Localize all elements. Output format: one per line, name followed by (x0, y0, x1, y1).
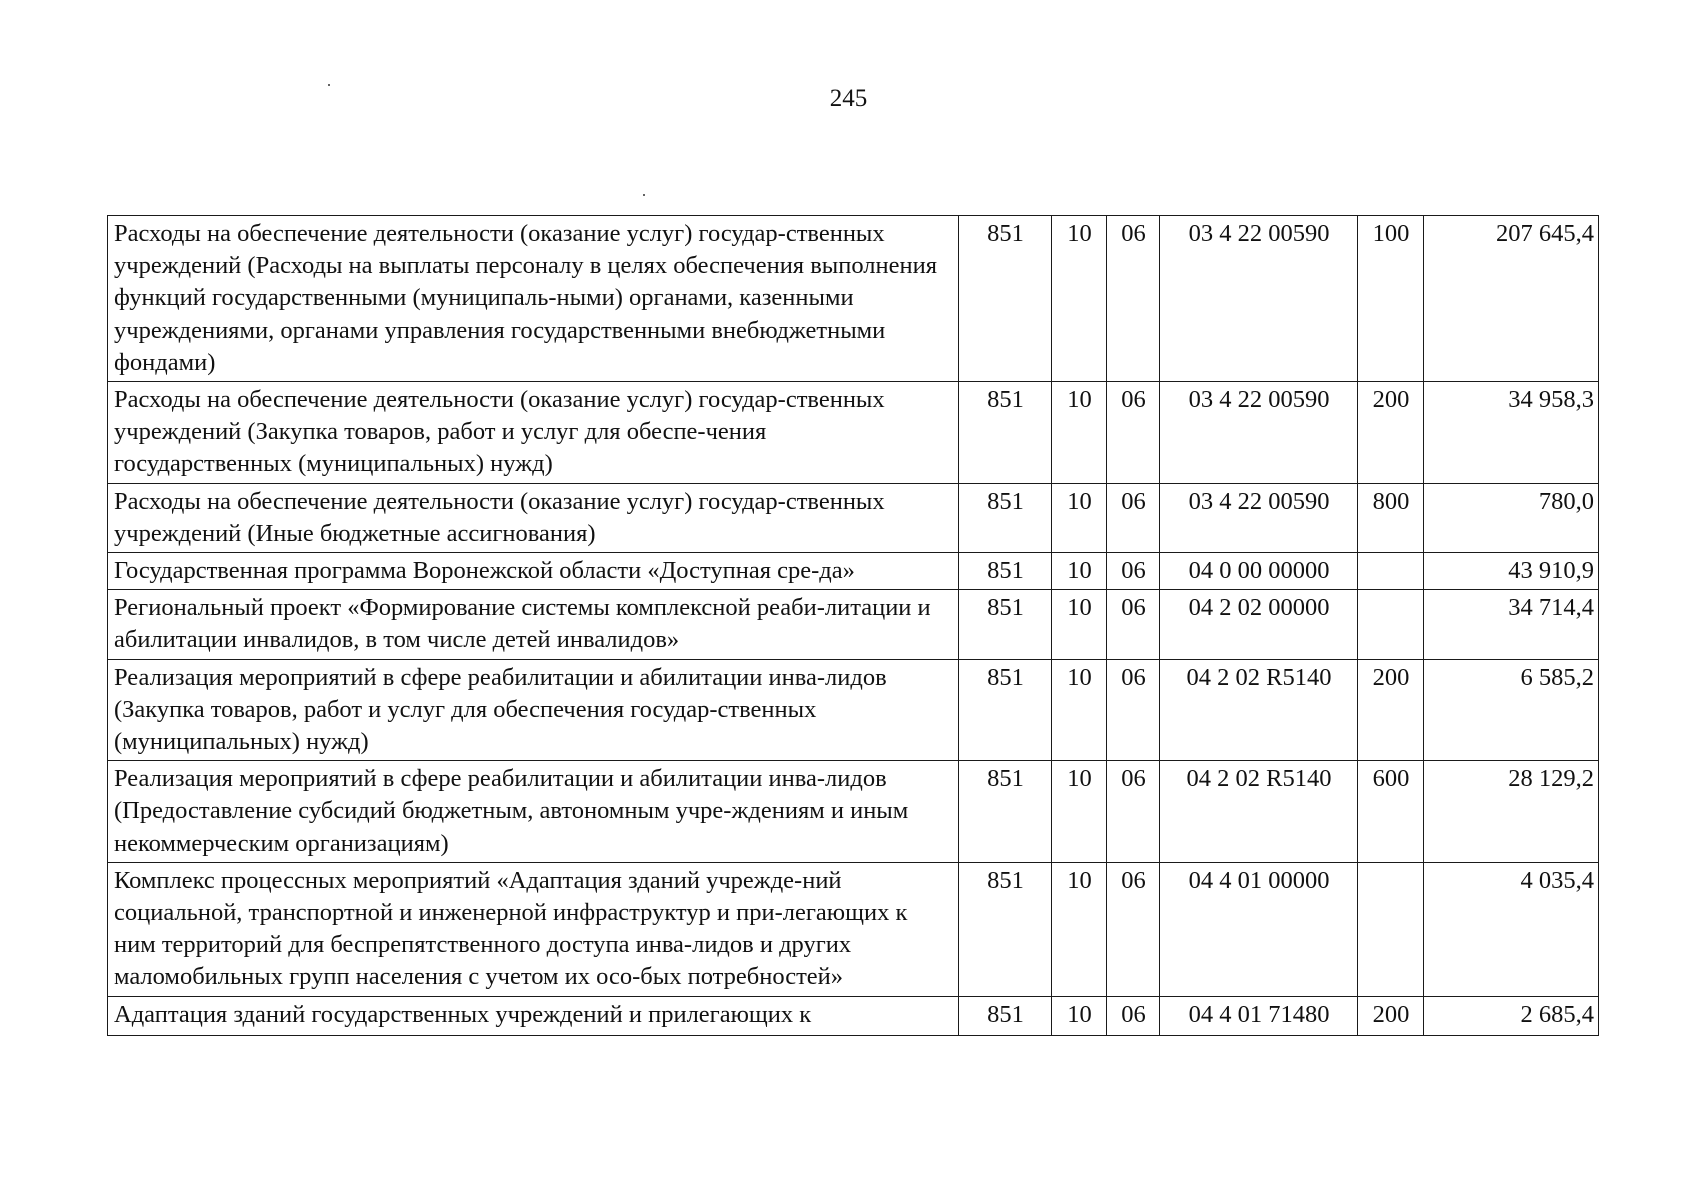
target-article-cell: 04 4 01 71480 (1160, 996, 1358, 1035)
row-name-cell: Комплекс процессных мероприятий «Адаптация зданий учрежде-ний социальной, транспортной и инженерной инфраструктур и при-легающих к ним территорий для беспрепятственного доступа инва-лидов и других маломобильных групп населения с учетом их осо-бых потребностей» (108, 862, 959, 996)
expense-type-cell (1358, 590, 1424, 659)
row-name-cell: Расходы на обеспечение деятельности (оказание услуг) государ-ственных учреждений (Закупка товаров, работ и услуг для обеспе-чения государственных (муниципальных) нужд) (108, 382, 959, 484)
ved-code-cell: 851 (959, 216, 1052, 382)
ved-code-cell: 851 (959, 382, 1052, 484)
row-name-cell: Расходы на обеспечение деятельности (оказание услуг) государ-ственных учреждений (Расходы на выплаты персоналу в целях обеспечения выполнения функций государственными (муниципаль-ными) органами, казенными учреждениями, органами управления государственными внебюджетными фондами) (108, 216, 959, 382)
ved-code-cell: 851 (959, 553, 1052, 590)
amount-cell: 43 910,9 (1424, 553, 1599, 590)
section-code-cell: 10 (1052, 761, 1107, 863)
subsection-code-cell: 06 (1107, 996, 1160, 1035)
ved-code-cell: 851 (959, 483, 1052, 552)
section-code-cell: 10 (1052, 996, 1107, 1035)
subsection-code-cell: 06 (1107, 216, 1160, 382)
amount-cell: 4 035,4 (1424, 862, 1599, 996)
table-row (108, 216, 1599, 382)
section-code-cell: 10 (1052, 862, 1107, 996)
table-row (108, 553, 1599, 590)
table-row (108, 761, 1599, 863)
table-row (108, 483, 1599, 552)
subsection-code-cell: 06 (1107, 382, 1160, 484)
table-row (108, 996, 1599, 1035)
table-row (108, 659, 1599, 761)
expense-type-cell: 200 (1358, 996, 1424, 1035)
section-code-cell: 10 (1052, 553, 1107, 590)
target-article-cell: 04 0 00 00000 (1160, 553, 1358, 590)
target-article-cell: 04 2 02 00000 (1160, 590, 1358, 659)
amount-cell: 34 714,4 (1424, 590, 1599, 659)
expense-type-cell: 600 (1358, 761, 1424, 863)
subsection-code-cell: 06 (1107, 483, 1160, 552)
subsection-code-cell: 06 (1107, 553, 1160, 590)
subsection-code-cell: 06 (1107, 761, 1160, 863)
amount-cell: 34 958,3 (1424, 382, 1599, 484)
section-code-cell: 10 (1052, 483, 1107, 552)
amount-cell: 6 585,2 (1424, 659, 1599, 761)
target-article-cell: 04 4 01 00000 (1160, 862, 1358, 996)
target-article-cell: 03 4 22 00590 (1160, 216, 1358, 382)
ved-code-cell: 851 (959, 996, 1052, 1035)
row-name-cell: Государственная программа Воронежской области «Доступная сре-да» (108, 553, 959, 590)
target-article-cell: 03 4 22 00590 (1160, 382, 1358, 484)
subsection-code-cell: 06 (1107, 590, 1160, 659)
row-name-cell: Адаптация зданий государственных учреждений и прилегающих к (108, 996, 959, 1035)
amount-cell: 28 129,2 (1424, 761, 1599, 863)
amount-cell: 207 645,4 (1424, 216, 1599, 382)
expense-type-cell: 200 (1358, 659, 1424, 761)
table-row (108, 382, 1599, 484)
subsection-code-cell: 06 (1107, 659, 1160, 761)
section-code-cell: 10 (1052, 216, 1107, 382)
target-article-cell: 04 2 02 R5140 (1160, 659, 1358, 761)
subsection-code-cell: 06 (1107, 862, 1160, 996)
table-row (108, 590, 1599, 659)
section-code-cell: 10 (1052, 590, 1107, 659)
scan-speck (643, 194, 645, 196)
section-code-cell: 10 (1052, 382, 1107, 484)
budget-table (107, 215, 1599, 1036)
row-name-cell: Расходы на обеспечение деятельности (оказание услуг) государ-ственных учреждений (Иные бюджетные ассигнования) (108, 483, 959, 552)
row-name-cell: Реализация мероприятий в сфере реабилитации и абилитации инва-лидов (Закупка товаров, работ и услуг для обеспечения государ-ственных (муниципальных) нужд) (108, 659, 959, 761)
ved-code-cell: 851 (959, 761, 1052, 863)
expense-type-cell: 200 (1358, 382, 1424, 484)
row-name-cell: Реализация мероприятий в сфере реабилитации и абилитации инва-лидов (Предоставление субсидий бюджетным, автономным учре-ждениям и иным некоммерческим организациям) (108, 761, 959, 863)
expense-type-cell: 800 (1358, 483, 1424, 552)
ved-code-cell: 851 (959, 659, 1052, 761)
amount-cell: 780,0 (1424, 483, 1599, 552)
amount-cell: 2 685,4 (1424, 996, 1599, 1035)
expense-type-cell (1358, 553, 1424, 590)
table-row (108, 862, 1599, 996)
page-number: 245 (829, 85, 868, 112)
ved-code-cell: 851 (959, 590, 1052, 659)
target-article-cell: 03 4 22 00590 (1160, 483, 1358, 552)
expense-type-cell: 100 (1358, 216, 1424, 382)
section-code-cell: 10 (1052, 659, 1107, 761)
expense-type-cell (1358, 862, 1424, 996)
row-name-cell: Региональный проект «Формирование системы комплексной реаби-литации и абилитации инвалидов, в том числе детей инвалидов» (108, 590, 959, 659)
target-article-cell: 04 2 02 R5140 (1160, 761, 1358, 863)
scan-speck (328, 84, 330, 86)
ved-code-cell: 851 (959, 862, 1052, 996)
